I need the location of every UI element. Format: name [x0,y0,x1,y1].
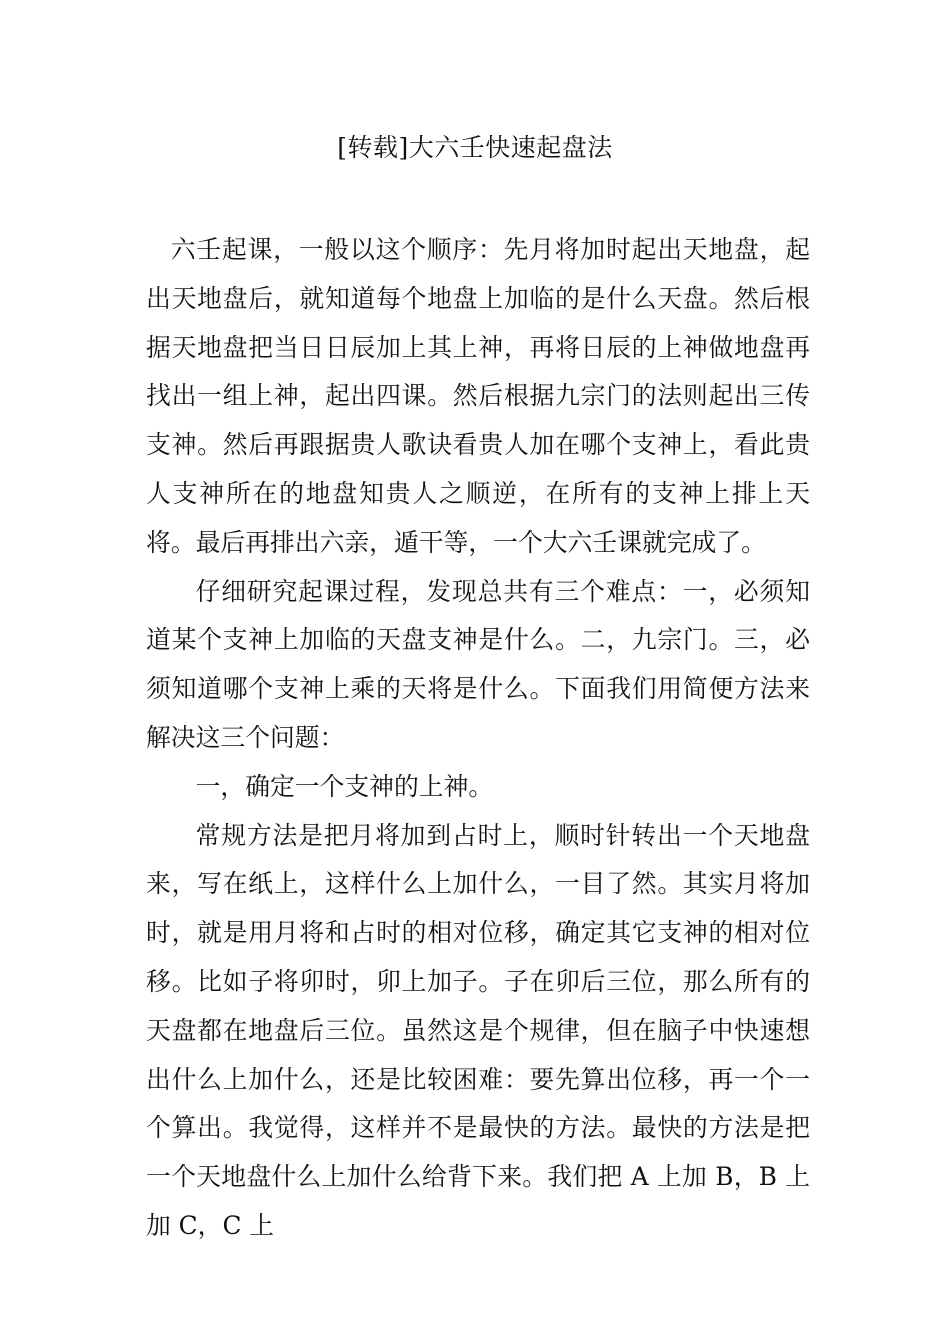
document-title: [转载]大六壬快速起盘法 [337,133,613,162]
paragraph-3: 常规方法是把月将加到占时上，顺时针转出一个天地盘来，写在纸上，这样什么上加什么，一目了然。其实月将加时，就是用月将和占时的相对位移，确定其它支神的相对位移。比如子将卯时，卯上加子。子在卯后三位，那么所有的天盘都在地盘后三位。虽然这是个规律，但在脑子中快速想出什么上加什么，还是比较困难：要先算出位移，再一个一个算出。我觉得，这样并不是最快的方法。最快的方法是把一个天地盘什么上加什么给背下来。我们把 A 上加 B，B 上加 C，C 上 [146,820,810,1240]
document-body [146,226,810,1251]
paragraph-2: 仔细研究起课过程，发现总共有三个难点：一，必须知道某个支神上加临的天盘支神是什么。二，九宗门。三，必须知道哪个支神上乘的天将是什么。下面我们用简便方法来解决这三个问题： [146,576,810,752]
section-heading-1: 一，确定一个支神的上神。 [195,771,494,801]
paragraph-1: 六壬起课，一般以这个顺序：先月将加时起出天地盘，起出天地盘后，就知道每个地盘上加临的是什么天盘。然后根据天地盘把当日日辰加上其上神，再将日辰的上神做地盘再找出一组上神，起出四课。然后根据九宗门的法则起出三传支神。然后再跟据贵人歌诀看贵人加在哪个支神上，看此贵人支神所在的地盘知贵人之顺逆，在所有的支神上排上天将。最后再排出六亲，遁干等，一个大六壬课就完成了。 [146,235,810,557]
